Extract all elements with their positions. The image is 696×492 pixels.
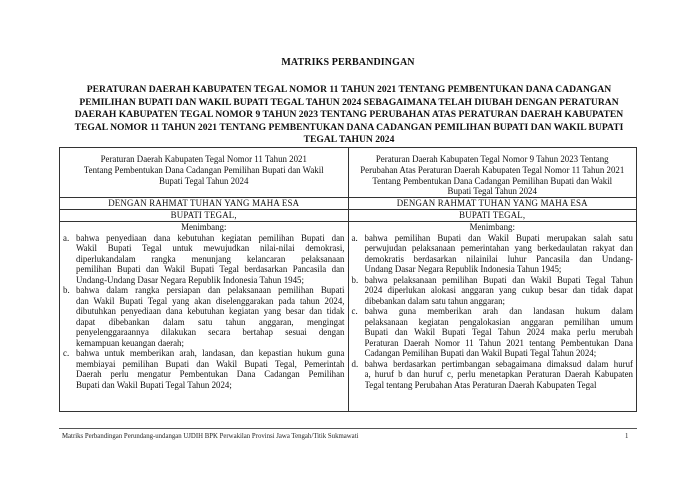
- item-text-line: Cadangan Pemilihan Bupati dan Wakil Bupati Tegal Tahun 2024;: [364, 348, 597, 359]
- item-label: b.: [351, 274, 359, 285]
- item-text: [76, 233, 345, 286]
- left-considerations: [60, 222, 349, 412]
- page-number: 1: [625, 433, 629, 440]
- right-authority: BUPATI TEGAL,: [348, 210, 637, 222]
- item-text-line: dapat dibebankan dalam satu tahun anggaran, mengingat: [76, 316, 345, 327]
- considering-row: [60, 222, 637, 412]
- item-text-line: Peraturan Daerah Nomor 11 Tahun 2021 tentang Pembentukan Dana: [364, 337, 633, 348]
- authority-row: [60, 210, 637, 222]
- item-text-line: Bupati dan Wakil Bupati Tegal Tahun 2024 maka perlu merubah: [364, 327, 633, 338]
- consideration-item: [63, 233, 345, 286]
- right-regulation-header: [348, 148, 637, 198]
- item-text-line: bahwa pelaksanaan pemilihan Bupati dan Wakil Bupati Tegal Tahun: [364, 274, 633, 285]
- item-text-line: kemampuan keuangan daerah;: [76, 337, 184, 348]
- header-line: Perubahan Atas Peraturan Daerah Kabupaten Tegal Nomor 11 Tahun 2021: [360, 164, 625, 175]
- consideration-item: [352, 233, 634, 275]
- item-label: d.: [351, 358, 359, 369]
- left-authority: BUPATI TEGAL,: [60, 210, 349, 222]
- subtitle-line: TEGAL NOMOR 11 TAHUN 2021 TENTANG PEMBENTUKAN DANA CADANGAN PEMILIHAN BUPATI DAN WAKIL BUPATI: [74, 121, 624, 133]
- item-text-line: bahwa penyediaan dana kebutuhan kegiatan pemilihan Bupati dan: [76, 232, 345, 243]
- header-line: Peraturan Daerah Kabupaten Tegal Nomor 11 Tahun 2021: [100, 154, 307, 164]
- footer-text: Matriks Perbandingan Perundang-undangan UJDIH BPK Perwakilan Provinsi Jawa Tengah/Titik Sukmawati: [62, 433, 359, 440]
- right-consideration-list: [352, 233, 634, 391]
- item-text: [365, 359, 634, 391]
- item-text-line: penyelenggaraannya dilakukan secara bertahap sesuai dengan: [76, 327, 345, 338]
- item-text-line: bahwa berdasarkan pertimbangan sebagaimana dimaksud dalam huruf: [364, 358, 633, 369]
- document-subtitle: [58, 84, 640, 147]
- item-text-line: Tegal tentang Perubahan Atas Peraturan Daerah Kabupaten Tegal: [364, 379, 597, 390]
- item-label: c.: [63, 348, 70, 359]
- header-line: Bupati Tegal Tahun 2024: [159, 175, 249, 186]
- item-text-line: Undang Dasar Negara Republik Indonesia Tahun 1945;: [364, 264, 562, 275]
- item-text-line: Undang-Undang Dasar Negara Republik Indonesia Tahun 1945;: [76, 274, 304, 285]
- subtitle-line: DAERAH KABUPATEN TEGAL NOMOR 9 TAHUN 2023 TENTANG PERUBAHAN ATAS PERATURAN DAERAH KABUPATEN: [74, 109, 624, 121]
- footer-divider: [59, 428, 637, 429]
- right-considerations: [348, 222, 637, 412]
- header-row: [60, 148, 637, 198]
- considering-heading: Menimbang:: [469, 222, 515, 233]
- header-line: Bupati Tegal Tahun 2024: [447, 186, 537, 197]
- consideration-item: [352, 275, 634, 307]
- header-line: Peraturan Daerah Kabupaten Tegal Nomor 9 Tahun 2023 Tentang: [375, 154, 609, 164]
- item-text-line: bahwa pemilihan Bupati dan Wakil Bupati merupakan salah satu: [364, 232, 633, 243]
- item-label: c.: [351, 306, 358, 317]
- comparison-table: [59, 147, 637, 412]
- item-text-line: demokratis berdasarkan nilainilai luhur Pancasila dan Undang-: [364, 253, 633, 264]
- subtitle-line: PERATURAN DAERAH KABUPATEN TEGAL NOMOR 11 TAHUN 2021 TENTANG PEMBENTUKAN DANA CADANGAN: [86, 84, 612, 95]
- consideration-item: [63, 348, 345, 390]
- item-text-line: bahwa untuk memberikan arah, landasan, dan kepastian hukum guna: [76, 348, 345, 359]
- item-text-line: membiayai pemilihan Bupati dan Wakil Bupati Tegal, Pemerintah: [76, 358, 345, 369]
- consideration-item: [352, 359, 634, 391]
- consideration-item: [63, 285, 345, 348]
- subtitle-line: PEMILIHAN BUPATI DAN WAKIL BUPATI TEGAL TAHUN 2024 SEBAGAIMANA TELAH DIUBAH DENGAN PERATURAN: [79, 96, 619, 108]
- item-text-line: 2024 diperlukan alokasi anggaran yang cukup besar dan tidak dapat: [364, 285, 633, 296]
- item-label: b.: [63, 285, 70, 296]
- item-text: [365, 306, 634, 359]
- left-opening: DENGAN RAHMAT TUHAN YANG MAHA ESA: [60, 198, 349, 210]
- considering-heading: Menimbang:: [181, 222, 227, 233]
- item-text-line: bahwa guna memberikan arah dan landasan hukum dalam: [364, 306, 633, 317]
- item-text-line: bahwa dalam rangka persiapan dan pelaksanaan pemilihan Bupati: [76, 285, 345, 296]
- subtitle-line: TEGAL TAHUN 2024: [303, 134, 395, 146]
- item-text: [76, 348, 345, 390]
- right-opening: DENGAN RAHMAT TUHAN YANG MAHA ESA: [348, 198, 637, 210]
- item-text-line: Daerah perlu mengatur Pembentukan Dana Cadangan Pemilihan: [76, 369, 345, 380]
- item-text: [365, 275, 634, 307]
- opening-row: [60, 198, 637, 210]
- consideration-item: [352, 306, 634, 359]
- item-label: a.: [351, 232, 358, 243]
- item-text-line: dan Wakil Bupati Tegal yang akan diselenggarakan pada tahun 2024,: [76, 295, 345, 306]
- item-text-line: pelaksanaan kegiatan pengalokasian anggaran pemilihan umum: [364, 316, 633, 327]
- document-title: MATRIKS PERBANDINGAN: [281, 57, 415, 68]
- item-text-line: dibebankan dalam satu tahun anggaran;: [364, 295, 505, 306]
- left-regulation-header: [60, 148, 349, 198]
- item-text: [76, 285, 345, 348]
- item-text-line: Wakil Bupati Tegal untuk mewujudkan nilai-nilai demokrasi,: [76, 243, 345, 254]
- item-text-line: perwujudan pelaksanaan pemerintahan yang berkedaulatan rakyat dan: [364, 243, 633, 254]
- header-line: Tentang Pembentukan Dana Cadangan Pemilihan Bupati dan Wakil: [83, 164, 324, 175]
- item-text-line: Bupati dan Wakil Bupati Tegal Tahun 2024;: [76, 379, 232, 390]
- item-label: a.: [63, 232, 70, 243]
- header-line: Tentang Pembentukan Dana Cadangan Pemilihan Bupati dan Wakil: [372, 175, 613, 186]
- item-text: [365, 233, 634, 275]
- item-text-line: diperlukandalam rangka menunjang kelancaran pelaksanaan: [76, 253, 345, 264]
- item-text-line: pemilihan Bupati dan Wakil Bupati Tegal berdasarkan Pancasila dan: [76, 264, 345, 275]
- left-consideration-list: [63, 233, 345, 391]
- item-text-line: dibutuhkan penyediaan dana kebutuhan kegiatan yang besar dan tidak: [76, 306, 345, 317]
- item-text-line: a, huruf b dan huruf c, perlu menetapkan Peraturan Daerah Kabupaten: [364, 369, 633, 380]
